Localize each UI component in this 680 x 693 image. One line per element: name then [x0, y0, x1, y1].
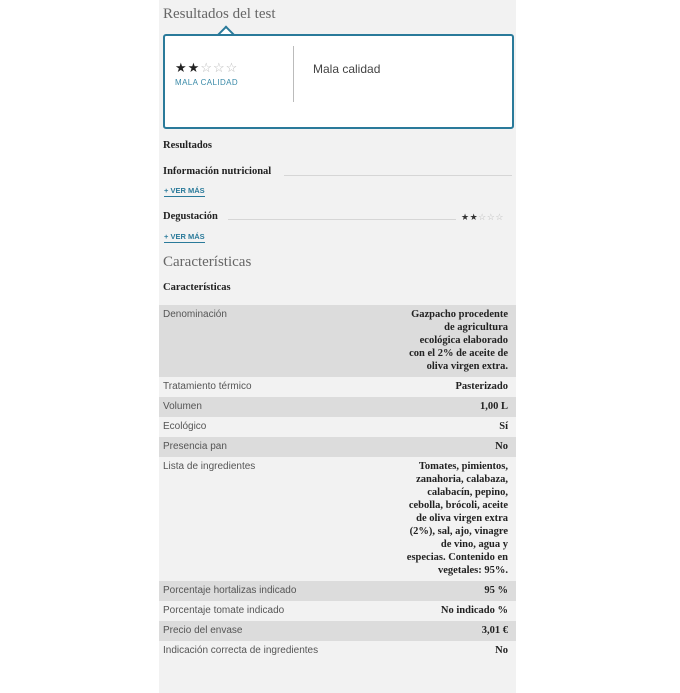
row-value: Tomates, pimientos, zanahoria, calabaza, calabacín, pepino, cebolla, brócoli, aceite de oliva virgen extra (2%), sal, ajo, vinagre de vino, agua y especias. Contenido en vegetales: 95%.: [406, 461, 508, 576]
row-value: Sí: [499, 421, 508, 432]
star-icon-filled: ★: [469, 212, 479, 222]
star-icon-filled: ★: [461, 212, 470, 222]
star-icon-empty: ☆: [225, 60, 239, 75]
row-label: Volumen: [163, 401, 202, 412]
row-value: Pasterizado: [455, 381, 508, 392]
table-row: [159, 437, 516, 457]
row-value: 3,01 €: [481, 625, 508, 636]
see-more-tasting-link[interactable]: + VER MÁS: [164, 232, 205, 241]
row-label: Ecológico: [163, 421, 207, 432]
table-row: [159, 397, 516, 417]
nutrition-label: Información nutricional: [163, 166, 272, 177]
row-value: Gazpacho procedente de agricultura ecológica elaborado con el 2% de aceite de oliva virgen extra.: [409, 309, 508, 372]
row-value: No indicado %: [440, 605, 508, 616]
row-label: Lista de ingredientes: [163, 461, 256, 472]
star-icon-empty: ☆: [486, 212, 496, 222]
star-icon-empty: ☆: [478, 212, 487, 222]
table-row: [159, 457, 516, 581]
characteristics-subheading: Características: [163, 282, 231, 293]
tasting-stars: [461, 212, 504, 223]
star-icon-filled: ★: [187, 60, 201, 75]
star-icon-empty: ☆: [212, 60, 226, 75]
characteristics-section-title: Características: [163, 254, 252, 270]
row-label: Porcentaje tomate indicado: [163, 605, 285, 616]
row-value: No: [495, 441, 508, 452]
row-value: 1,00 L: [479, 401, 508, 412]
rating-text: Mala calidad: [313, 62, 381, 76]
star-icon-empty: ☆: [495, 212, 504, 222]
row-value: No: [495, 645, 508, 656]
table-row: [159, 377, 516, 397]
table-row: [159, 601, 516, 621]
row-value: 95 %: [484, 585, 508, 596]
table-row: [159, 641, 516, 661]
row-label: Indicación correcta de ingredientes: [163, 645, 319, 656]
row-label: Presencia pan: [163, 441, 227, 452]
table-row: [159, 417, 516, 437]
results-section-title: Resultados del test: [163, 6, 276, 22]
characteristics-table: [159, 305, 516, 661]
table-row: [159, 305, 516, 377]
results-heading: Resultados: [163, 140, 213, 151]
star-icon-empty: ☆: [200, 60, 213, 75]
tasting-label: Degustación: [163, 211, 218, 222]
star-icon-filled: ★: [175, 60, 188, 75]
see-more-nutrition-link[interactable]: + VER MÁS: [164, 186, 205, 195]
row-label: Tratamiento térmico: [163, 381, 252, 392]
rating-label: MALA CALIDAD: [175, 78, 239, 87]
tasting-divider: [228, 219, 456, 220]
table-row: [159, 581, 516, 601]
rating-box: [163, 34, 514, 129]
table-row: [159, 621, 516, 641]
rating-divider: [293, 46, 294, 102]
row-label: Precio del envase: [163, 625, 243, 636]
row-label: Porcentaje hortalizas indicado: [163, 585, 297, 596]
nutrition-divider: [284, 175, 512, 176]
row-label: Denominación: [163, 309, 227, 320]
rating-stars: [175, 60, 238, 76]
